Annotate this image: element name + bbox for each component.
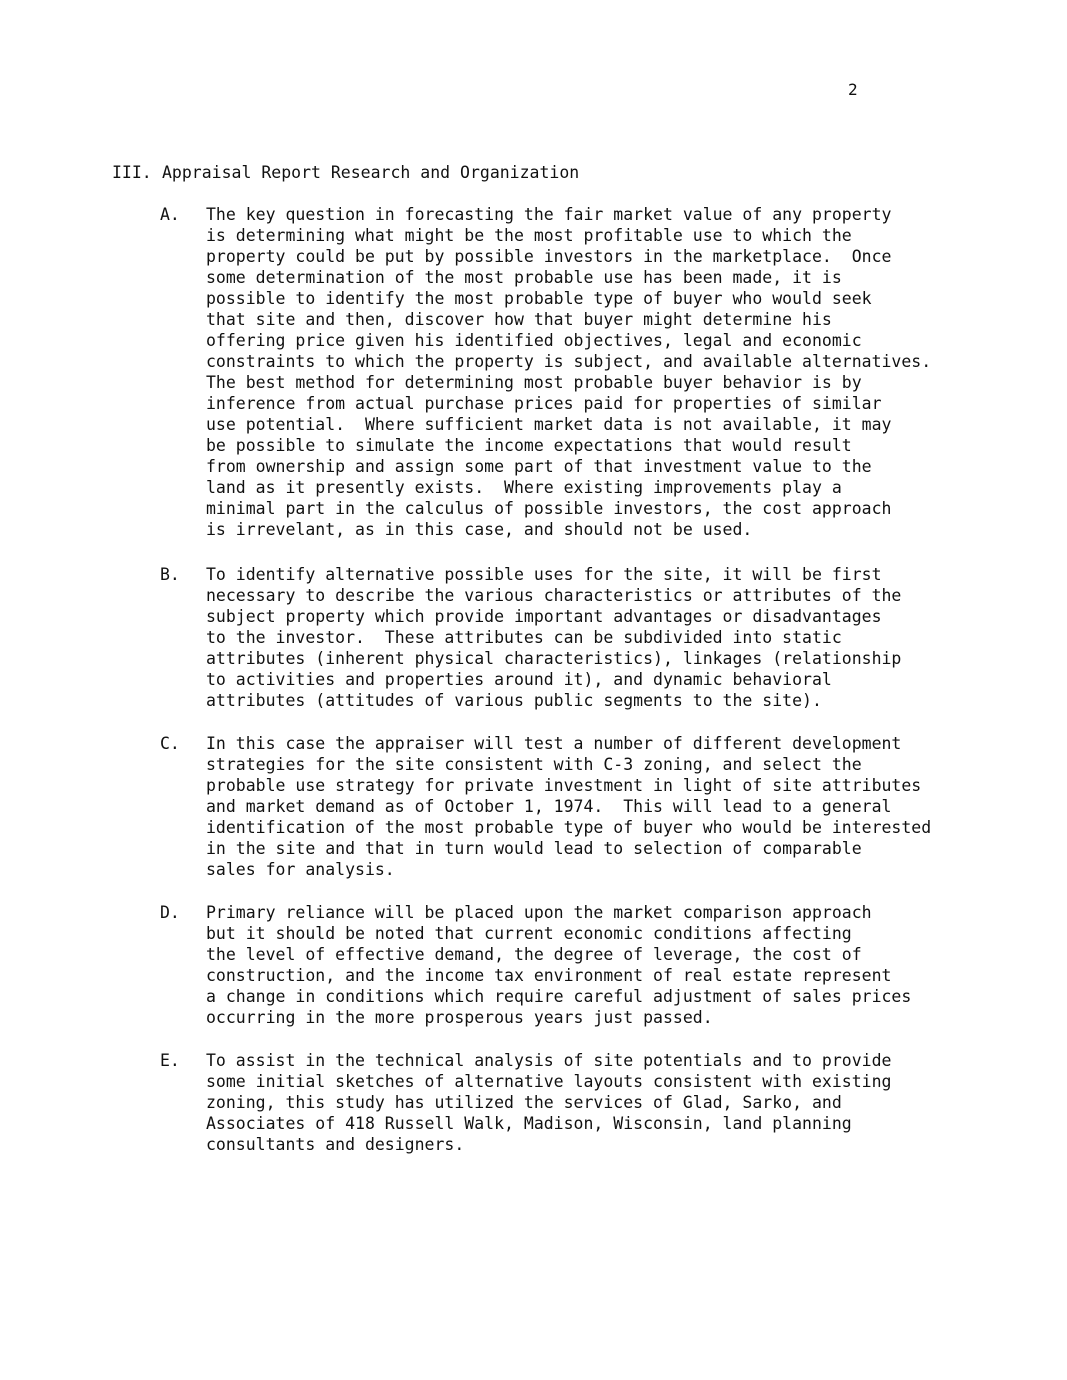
section-title: Appraisal Report Research and Organization (162, 163, 580, 182)
text-line: Primary reliance will be placed upon the market comparison approach (206, 903, 872, 922)
text-line: constraints to which the property is subject, and available alternatives. (206, 352, 932, 371)
text-line: land as it presently exists. Where existing improvements play a (206, 478, 842, 497)
text-line: from ownership and assign some part of that investment value to the (206, 457, 872, 476)
text-line: inference from actual purchase prices paid for properties of similar (206, 394, 882, 413)
section-heading (112, 163, 579, 182)
paragraph-body (206, 564, 901, 711)
section-numeral: III. (112, 163, 152, 182)
paragraph-letter: D. (160, 903, 180, 922)
text-line: The key question in forecasting the fair market value of any property (206, 205, 892, 224)
text-line: some initial sketches of alternative layouts consistent with existing (206, 1072, 892, 1091)
text-line: To identify alternative possible uses for the site, it will be first (206, 565, 882, 584)
text-line: To assist in the technical analysis of site potentials and to provide (206, 1051, 892, 1070)
text-line: and market demand as of October 1, 1974. This will lead to a general (206, 797, 892, 816)
text-line: subject property which provide important advantages or disadvantages (206, 607, 882, 626)
text-line: The best method for determining most probable buyer behavior is by (206, 373, 862, 392)
paragraph-body (206, 204, 931, 540)
text-line: necessary to describe the various characteristics or attributes of the (206, 586, 902, 605)
text-line: occurring in the more prosperous years just passed. (206, 1008, 713, 1027)
paragraph-body (206, 902, 911, 1028)
text-line: in the site and that in turn would lead to selection of comparable (206, 839, 862, 858)
text-line: is determining what might be the most profitable use to which the (206, 226, 852, 245)
paragraph-c (160, 733, 1020, 880)
text-line: identification of the most probable type of buyer who would be interested (206, 818, 932, 837)
text-line: consultants and designers. (206, 1135, 465, 1154)
text-line: be possible to simulate the income expectations that would result (206, 436, 852, 455)
text-line: the level of effective demand, the degree of leverage, the cost of (206, 945, 862, 964)
paragraph-letter: B. (160, 565, 180, 584)
text-line: to the investor. These attributes can be subdivided into static (206, 628, 842, 647)
paragraph-d (160, 902, 1020, 1028)
text-line: Associates of 418 Russell Walk, Madison, Wisconsin, land planning (206, 1114, 852, 1133)
paragraph-a (160, 204, 1020, 540)
text-line: that site and then, discover how that buyer might determine his (206, 310, 832, 329)
text-line: strategies for the site consistent with C-3 zoning, and select the (206, 755, 862, 774)
text-line: property could be put by possible investors in the marketplace. Once (206, 247, 892, 266)
paragraph-letter: A. (160, 205, 180, 224)
text-line: but it should be noted that current economic conditions affecting (206, 924, 852, 943)
text-line: possible to identify the most probable type of buyer who would seek (206, 289, 872, 308)
text-line: construction, and the income tax environment of real estate represent (206, 966, 892, 985)
text-line: attributes (attitudes of various public segments to the site). (206, 691, 822, 710)
text-line: offering price given his identified objectives, legal and economic (206, 331, 862, 350)
paragraph-body (206, 733, 931, 880)
paragraph-body (206, 1050, 891, 1155)
text-line: minimal part in the calculus of possible investors, the cost approach (206, 499, 892, 518)
paragraph-b (160, 564, 1020, 711)
paragraph-letter: C. (160, 734, 180, 753)
text-line: In this case the appraiser will test a number of different development (206, 734, 902, 753)
text-line: probable use strategy for private investment in light of site attributes (206, 776, 922, 795)
paragraph-e (160, 1050, 1020, 1155)
text-line: use potential. Where sufficient market data is not available, it may (206, 415, 892, 434)
paragraph-letter: E. (160, 1051, 180, 1070)
text-line: zoning, this study has utilized the services of Glad, Sarko, and (206, 1093, 842, 1112)
text-line: to activities and properties around it), and dynamic behavioral (206, 670, 832, 689)
text-line: a change in conditions which require careful adjustment of sales prices (206, 987, 912, 1006)
text-line: attributes (inherent physical characteristics), linkages (relationship (206, 649, 902, 668)
text-line: is irrevelant, as in this case, and should not be used. (206, 520, 753, 539)
text-line: some determination of the most probable use has been made, it is (206, 268, 842, 287)
page-number: 2 (848, 80, 858, 99)
text-line: sales for analysis. (206, 860, 395, 879)
